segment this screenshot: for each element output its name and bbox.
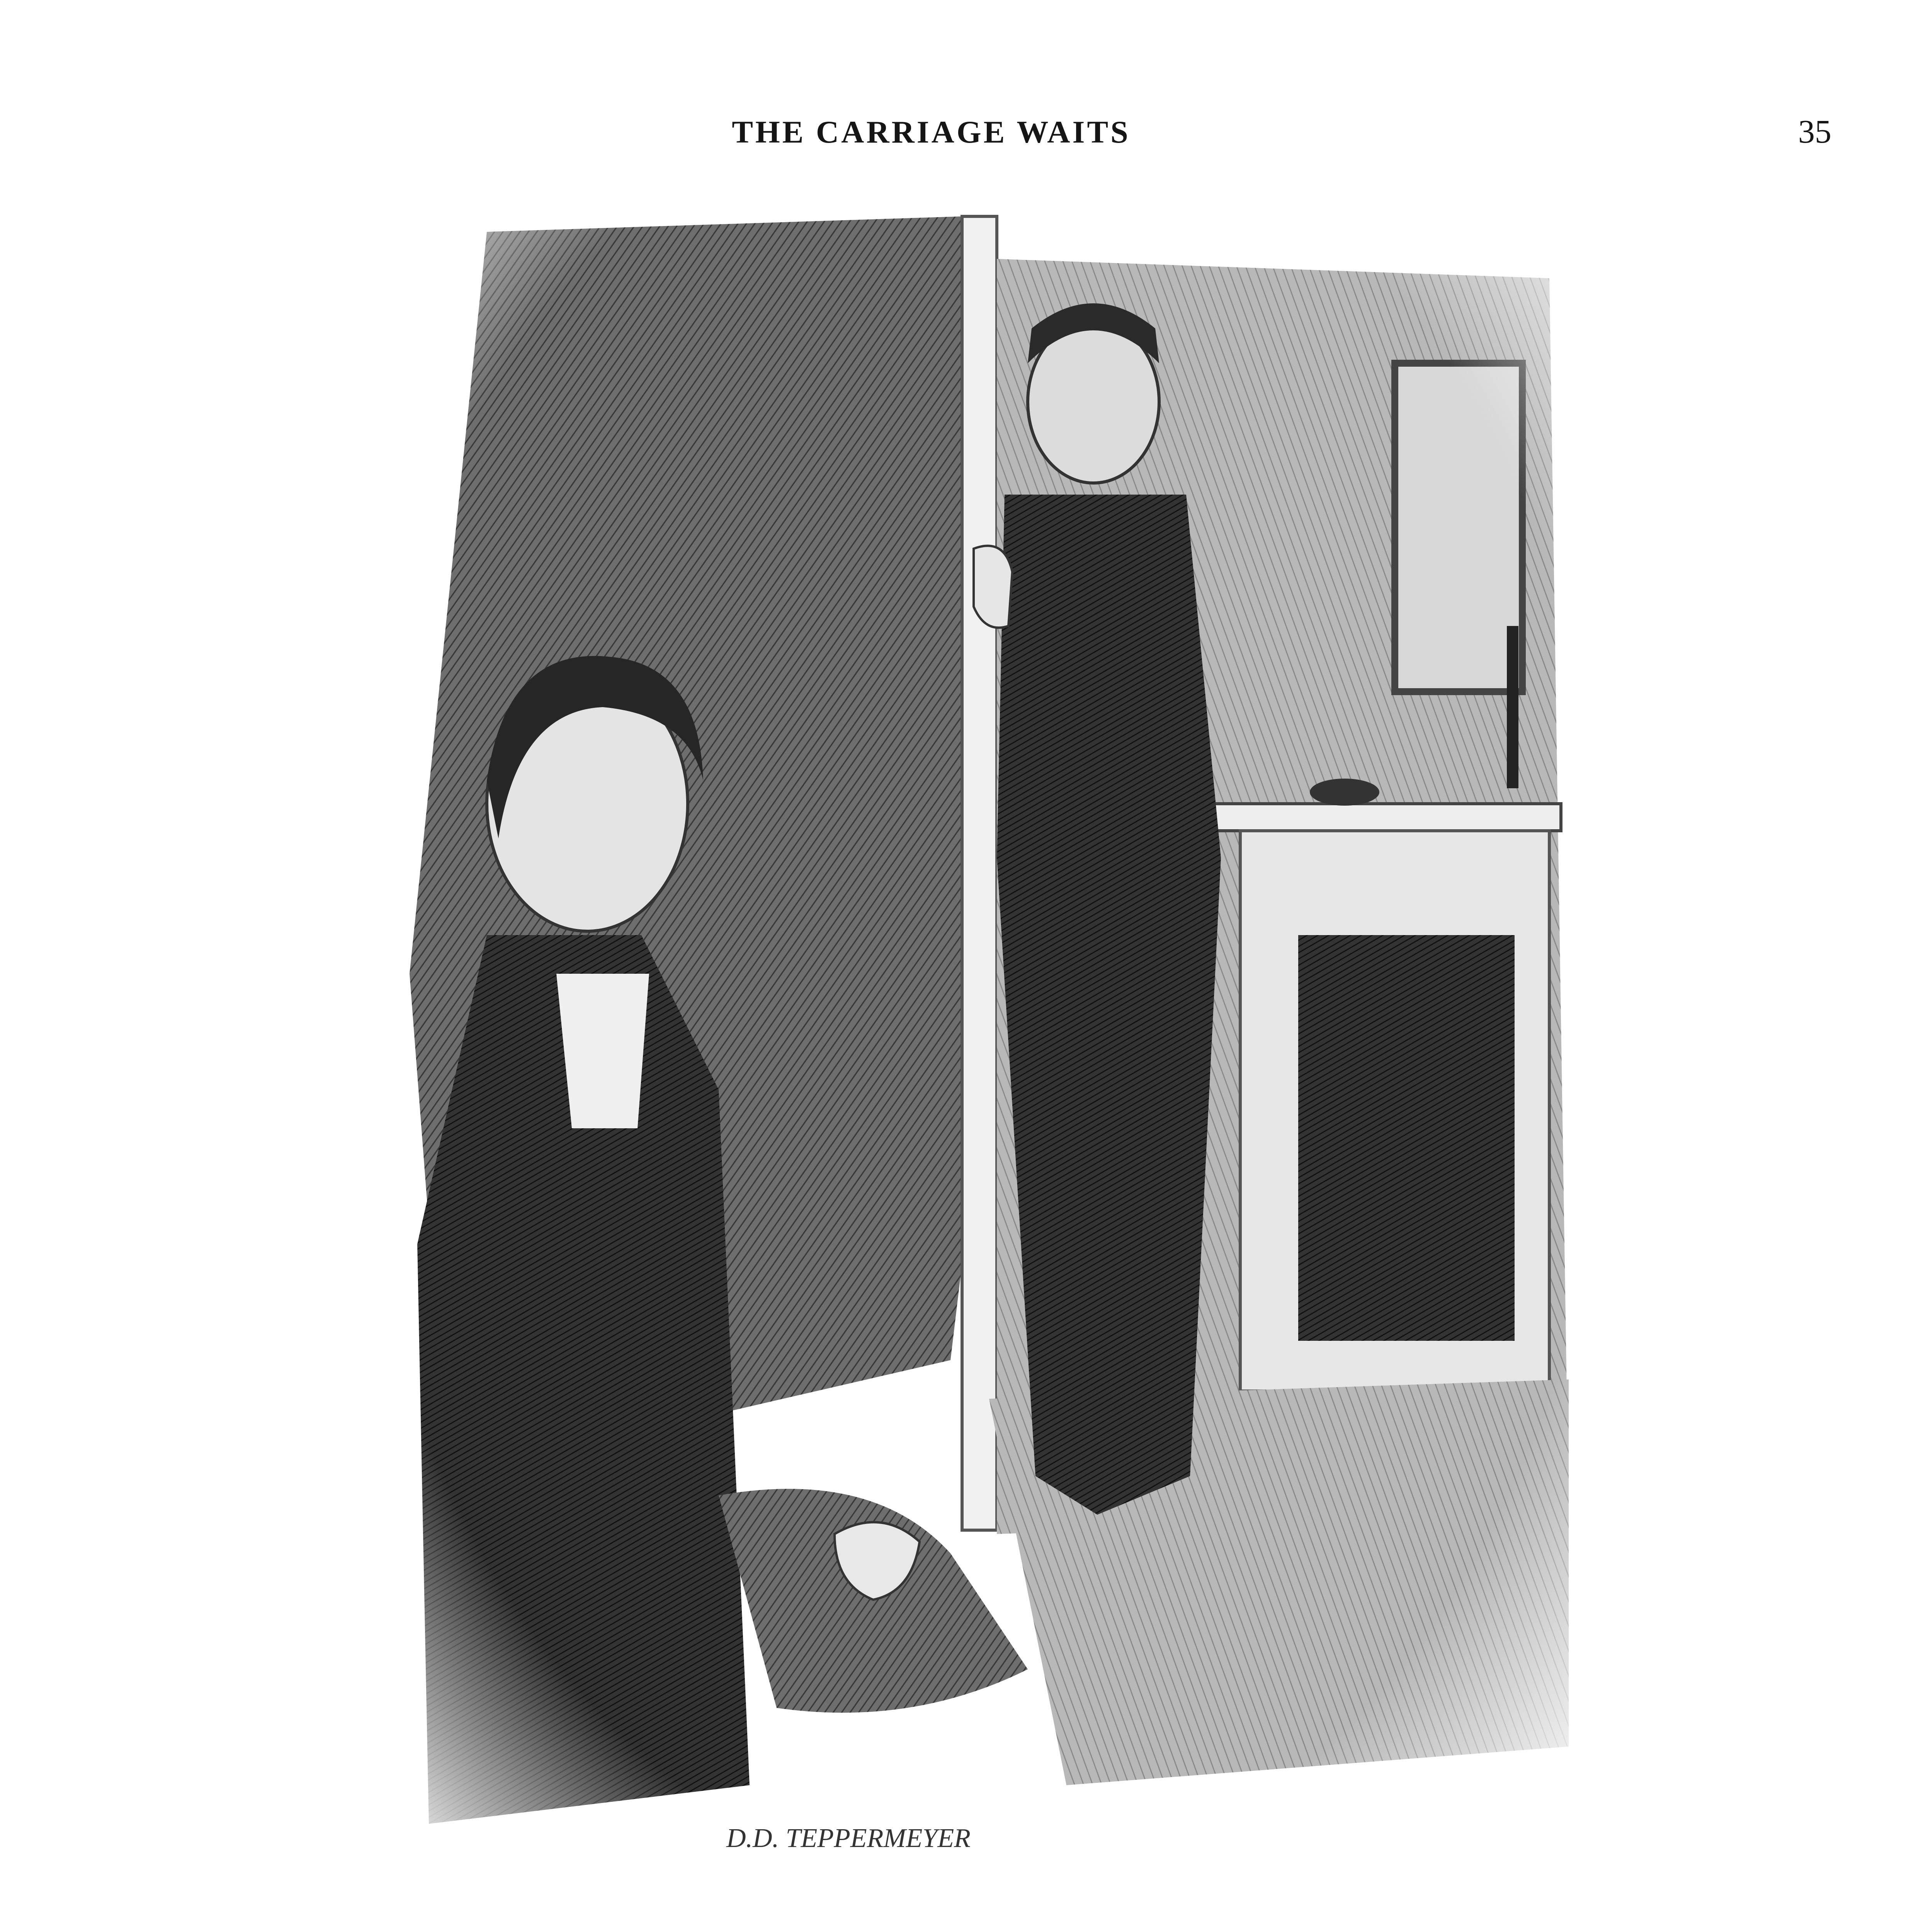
- artist-signature: D.D. TEPPERMEYER: [726, 1823, 971, 1853]
- illustration: [371, 201, 1588, 1932]
- illustration-woman-seated-man-at-door-icon: [371, 201, 1588, 1932]
- running-head-title: THE CARRIAGE WAITS: [732, 114, 1131, 150]
- page-number: 35: [1798, 113, 1831, 150]
